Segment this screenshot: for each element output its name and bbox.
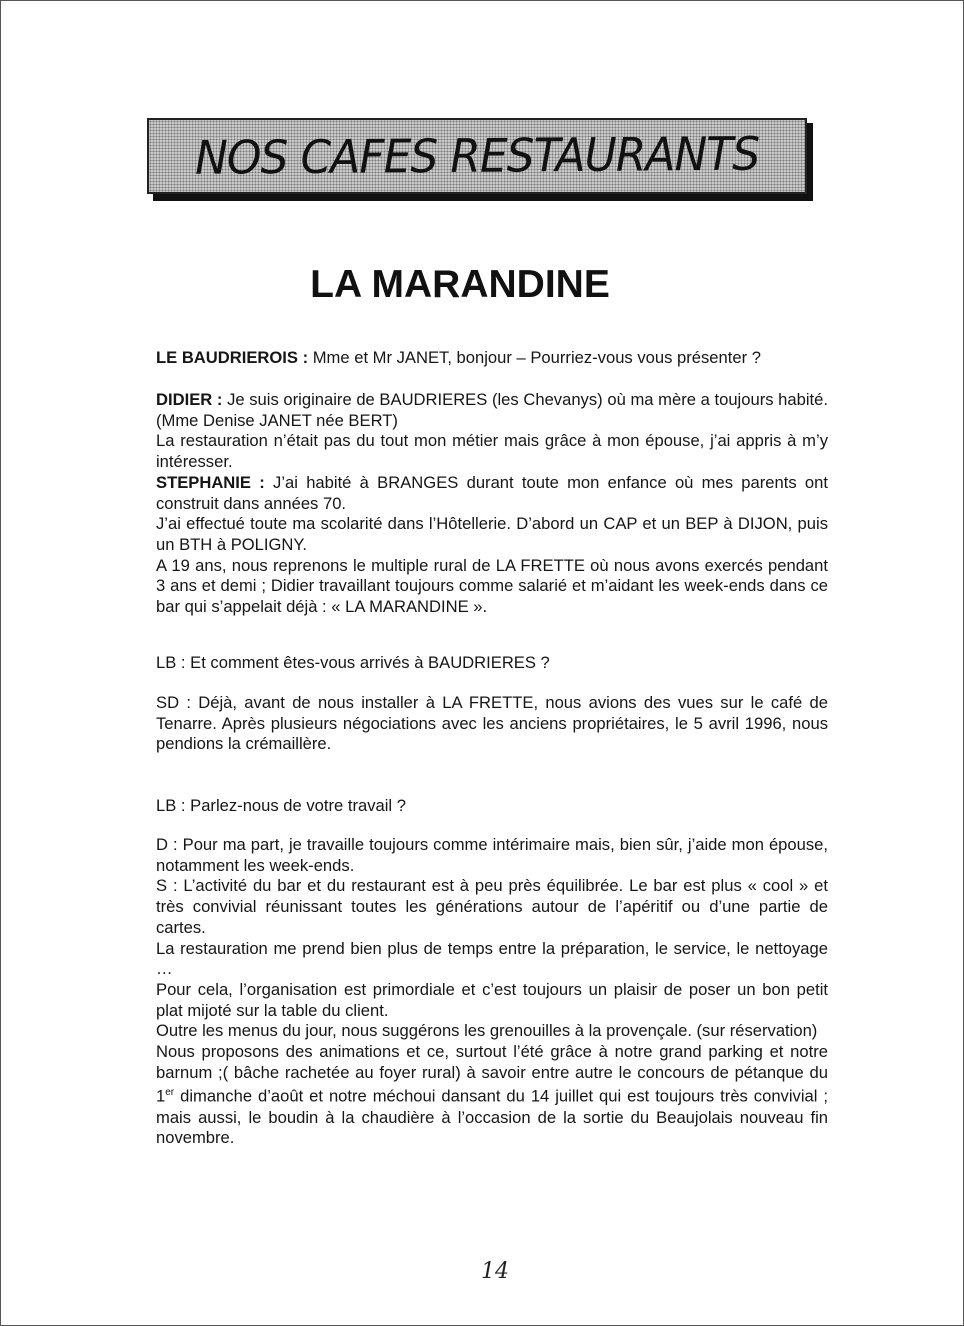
question-text: Mme et Mr JANET, bonjour – Pourriez-vous vous présenter ? — [308, 348, 761, 367]
didier-answer — [156, 390, 828, 618]
paragraph: Pour cela, l’organisation est primordiale et c’est toujours un plaisir de poser un bon petit plat mijoté sur la table du client. — [156, 979, 828, 1020]
paragraph: La restauration n’était pas du tout mon métier mais grâce à mon épouse, j’ai appris à m’y intéresser. — [156, 431, 828, 472]
paragraph — [156, 473, 828, 514]
speaker-label: STEPHANIE : — [156, 472, 265, 492]
paragraph: J’ai effectué toute ma scolarité dans l’Hôtellerie. D’abord un CAP et un BEP à DIJON, puis un BTH à POLIGNY. — [156, 514, 828, 554]
answer-text: Je suis originaire de BAUDRIERES (les Chevanys) où ma mère a toujours habité. (Mme Denise JANET née BERT) — [156, 390, 829, 430]
article-title: LA MARANDINE — [310, 263, 610, 306]
paragraph — [156, 1042, 828, 1149]
intro-question — [156, 348, 828, 369]
answer-work — [156, 835, 828, 1149]
superscript: er — [165, 1087, 175, 1099]
paragraph: D : Pour ma part, je travaille toujours comme intérimaire mais, bien sûr, j’aide mon épouse, notamment les week-ends. — [156, 835, 828, 875]
paragraph: La restauration me prend bien plus de temps entre la préparation, le service, le nettoyage … — [156, 938, 828, 979]
page-number: 14 — [481, 1259, 509, 1284]
question-arrival: LB : Et comment êtes-vous arrivés à BAUDRIERES ? — [156, 653, 550, 672]
speaker-label: DIDIER : — [156, 390, 223, 409]
answer-text: J’ai habité à BRANGES durant toute mon enfance où mes parents ont construit dans années 70. — [156, 472, 828, 513]
answer-arrival: SD : Déjà, avant de nous installer à LA FRETTE, nous avions des vues sur le café de Tenarre. Après plusieurs négociations avec les anciens propriétaires, le 5 avril 1996, nous pendions la crémaillère. — [156, 693, 828, 754]
text-span: dimanche d’août et notre méchoui dansant du 14 juillet qui est toujours très convivial ; mais aussi, le boudin à la chaudière à l’occasion de la sortie du Beaujolais nouveau fin novembre. — [156, 1086, 828, 1148]
banner-title: NOS CAFES RESTAURANTS — [194, 127, 760, 185]
paragraph: A 19 ans, nous reprenons le multiple rural de LA FRETTE où nous avons exercés pendant 3 ans et demi ; Didier travaillant toujours comme salarié et m’aidant les week-ends dans ce bar qui s’appelait déjà : « LA MARANDINE ». — [156, 555, 828, 617]
speaker-label: LE BAUDRIEROIS : — [156, 348, 309, 367]
question-work: LB : Parlez-nous de votre travail ? — [156, 796, 406, 815]
paragraph: S : L’activité du bar et du restaurant est à peu près équilibrée. Le bar est plus « cool » et très convivial réunissant toutes les générations autour de l’apéritif ou d’une partie de cartes. — [156, 876, 828, 937]
paragraph — [156, 390, 828, 431]
text-span: Nous proposons des animations et ce, surtout l’été grâce à notre grand parking et notre barnum ;( bâche rachetée au foyer rural) à savoir entre autre le concours de pétanque du 1 — [156, 1042, 828, 1106]
paragraph: Outre les menus du jour, nous suggérons les grenouilles à la provençale. (sur réservation) — [156, 1021, 818, 1041]
section-banner — [147, 118, 807, 194]
